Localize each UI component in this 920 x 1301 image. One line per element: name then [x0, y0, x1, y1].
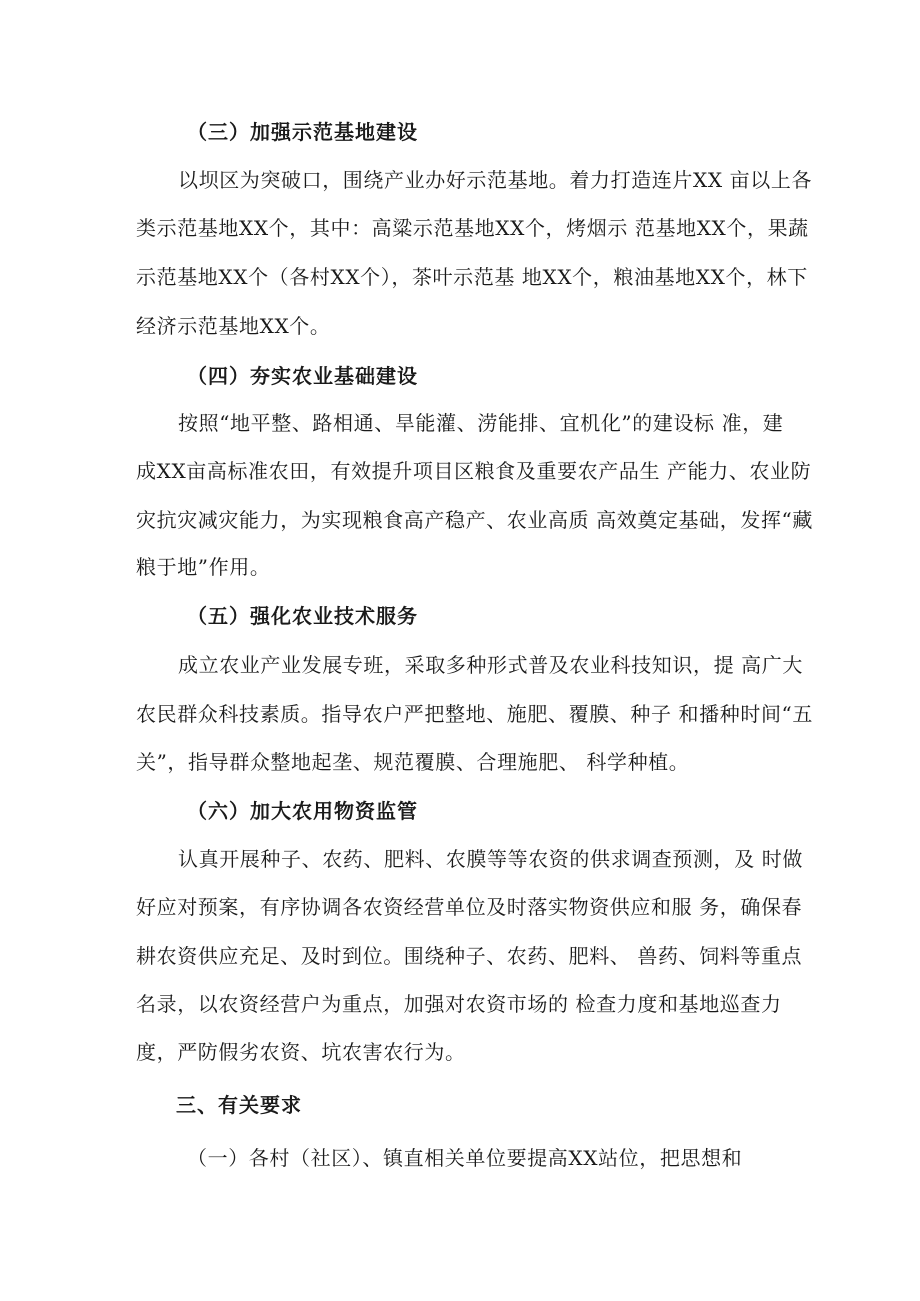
paragraph-line: 以坝区为突破口，围绕产业办好示范基地。着力打造连片XX 亩以上各 — [178, 168, 813, 192]
paragraph-line: 类示范基地XX个，其中：高粱示范基地XX个，烤烟示 范基地XX个，果蔬 — [136, 216, 809, 240]
paragraph-line: 好应对预案，有序协调各农资经营单位及时落实物资供应和服 务，确保春 — [136, 895, 803, 919]
paragraph-line: 农民群众科技素质。指导农户严把整地、施肥、覆膜、种子 和播种时间“五 — [136, 702, 813, 726]
paragraph-line: 耕农资供应充足、及时到位。围绕种子、农药、肥料、 兽药、饲料等重点 — [136, 944, 803, 968]
paragraph-line: 关”，指导群众整地起垄、规范覆膜、合理施肥、 科学种植。 — [136, 750, 690, 774]
paragraph-line: 按照“地平整、路相通、旱能灌、涝能排、宜机化”的建设标 准，建 — [178, 411, 784, 435]
paragraph-line: 粮于地”作用。 — [136, 555, 271, 579]
section-heading-3: （三）加强示范基地建设 — [187, 120, 418, 144]
section-heading-6: （六）加大农用物资监管 — [187, 799, 418, 823]
section-heading-4: （四）夯实农业基础建设 — [187, 364, 418, 388]
paragraph-line: 成XX亩高标准农田，有效提升项目区粮食及重要农产品生 产能力、农业防 — [136, 459, 812, 483]
paragraph-line: 示范基地XX个（各村XX个），茶叶示范基 地XX个，粮油基地XX个，林下 — [136, 265, 808, 289]
paragraph-line: 成立农业产业发展专班，采取多种形式普及农业科技知识，提 高广大 — [178, 653, 803, 677]
paragraph-line: 名录，以农资经营户为重点，加强对农资市场的 检查力度和基地巡查力 — [136, 992, 782, 1016]
paragraph-line: 认真开展种子、农药、肥料、农膜等等农资的供求调查预测，及 时做 — [178, 847, 803, 871]
paragraph-line: 灾抗灾减灾能力，为实现粮食高产稳产、农业高质 高效奠定基础，发挥“藏 — [136, 508, 813, 532]
paragraph-line: 度，严防假劣农资、坑农害农行为。 — [136, 1040, 466, 1064]
section-heading-5: （五）强化农业技术服务 — [187, 604, 418, 628]
part-title: 三、有关要求 — [176, 1093, 302, 1117]
paragraph-line: （一）各村（社区）、镇直相关单位要提高XX站位，把思想和 — [187, 1146, 743, 1170]
paragraph-line: 经济示范基地XX个。 — [136, 314, 331, 338]
